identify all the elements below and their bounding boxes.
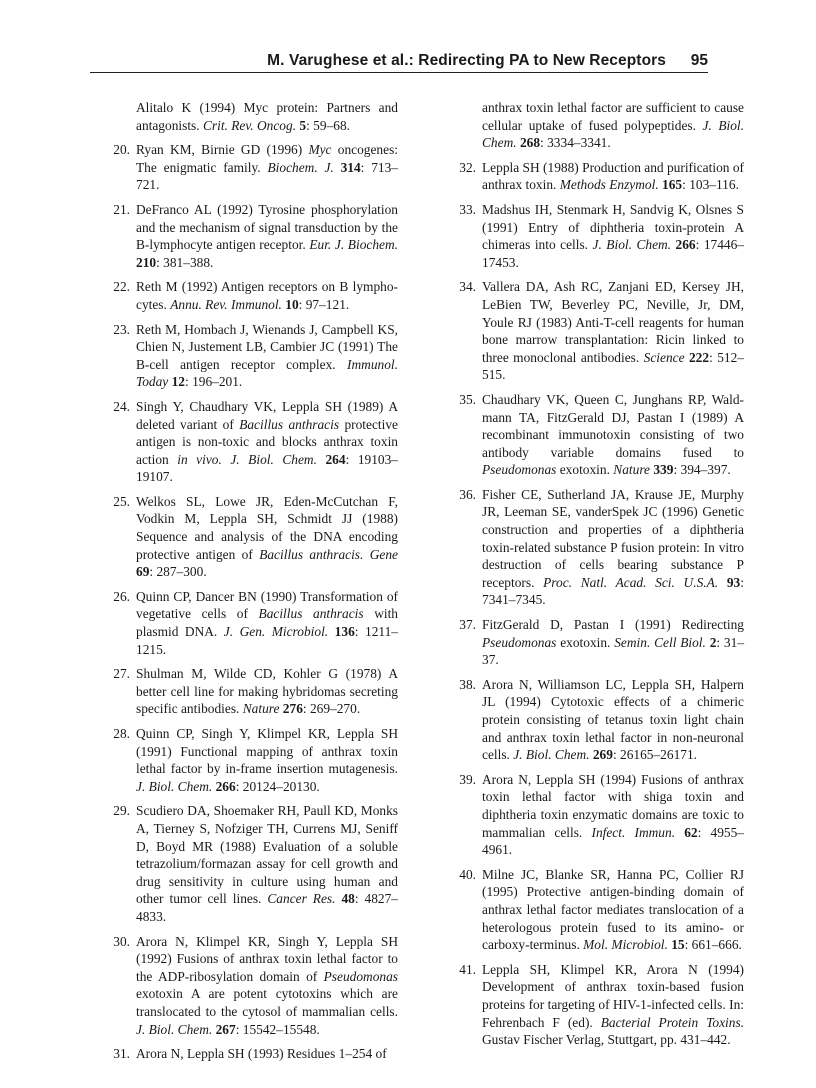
reference-text: exotoxin A are potent cytotoxins which are translocated to the cytosol of mammalian cells. [136,986,398,1019]
reference-pages: : 26165–26171. [612,747,698,763]
reference-pages: : 7341–7345. [482,574,744,608]
reference-pages: : 15542–15548. [235,1021,320,1037]
reference-number: 37. [459,617,476,633]
reference-number: 34. [459,279,476,295]
reference-text: Reth M, Hombach J, Wienands J, Campbell KS, Chien N, Justement LB, Cambier JC (1991) The B-cell antigen receptor complex. [136,321,398,372]
reference-entry [106,725,398,795]
reference-pages: : 4955–4961. [482,824,745,858]
reference-pages: Gustav Fischer Verlag, Stuttgart, pp. 431–442. [482,1032,731,1048]
reference-text: Vallera DA, Ash RC, Zanjani ED, Kersey JH, LeBien TW, Beverley PC, Neville, Jr, DM, Youle RJ (1983) Anti-T-cell reagents for human bone marrow transplantation: Ricin linked to three monoclonal antibodies. [482,279,744,365]
reference-journal: Nature [242,701,280,717]
reference-entry [106,398,398,486]
reference-journal: J. Biol. Chem. [482,117,744,151]
reference-entry [106,1045,398,1063]
reference-number: 22. [113,279,130,295]
reference-text: Quinn CP, Dancer BN (1990) Transformation of vegetative cells of [136,588,398,622]
reference-entry [452,961,744,1049]
reference-text: Shulman M, Wilde CD, Kohler G (1978) A better cell line for making hybridomas secreting specific antibodies. [136,666,398,717]
reference-volume: 314 [340,159,361,175]
reference-entry [452,486,744,609]
running-header [90,52,708,73]
reference-entry [106,493,398,581]
reference-pages: : 394–397. [673,462,731,478]
reference-journal: Biochem. J. [267,159,334,175]
reference-journal: Gene [369,546,398,562]
reference-volume: 69 [136,564,150,580]
reference-volume: 276 [282,701,303,717]
reference-entry [452,201,744,271]
reference-text: Singh Y, Chaudhary VK, Leppla SH (1989) A deleted variant of [136,398,398,432]
reference-pages: : 103–116. [682,177,739,193]
reference-volume: 15 [671,937,685,953]
page-number: 95 [690,52,708,69]
reference-pages: : 97–121. [298,296,350,312]
reference-entry [452,676,744,764]
reference-journal: Bacterial Protein Toxins. [600,1014,745,1030]
reference-number: 29. [113,803,130,819]
reference-pages: : 287–300. [149,564,207,580]
reference-text: Fisher CE, Sutherland JA, Krause JE, Murphy JR, Leeman SE, vanderSpek JC (1996) Genetic construction and properties of a diphtheria toxin-related substance P fusion protein: In vitro destruction of cells bearing substance P receptors. [482,486,744,590]
reference-italic-term: Pseudomonas [482,462,557,478]
reference-text: Arora N, Klimpel KR, Singh Y, Leppla SH (1992) Fusions of anthrax toxin lethal factor to the ADP-ribosylation domain of [136,933,398,984]
reference-entry [452,771,744,859]
reference-volume: 165 [662,177,683,193]
reference-volume: 136 [334,624,355,640]
reference-entry [452,616,744,669]
reference-volume: 268 [519,135,541,151]
reference-italic-term: Pseudomonas [323,968,398,984]
reference-journal: J. Biol. Chem. [592,237,672,253]
reference-pages: : 20124–20130. [235,778,320,794]
reference-pages: : 3334–3341. [540,135,611,151]
reference-text: FitzGerald D, Pastan I (1991) Redirecting [482,617,744,633]
reference-entry [452,159,744,194]
reference-journal: J. Biol. Chem. [513,747,590,763]
reference-number: 33. [459,201,476,217]
reference-journal: Proc. Natl. Acad. Sci. U.S.A. [543,574,719,590]
reference-text: Chaudhary VK, Queen C, Junghans RP, Waldmann TA, FitzGerald DJ, Pastan I (1989) A recombinant immunotoxin consisting of two antibody variable domains fused to [482,391,744,460]
reference-entry [452,866,744,954]
reference-italic-term: Pseudomonas [482,634,557,650]
reference-number: 26. [113,588,130,604]
reference-number: 25. [113,493,130,509]
reference-entry [106,321,398,391]
reference-number: 39. [459,771,476,787]
reference-number: 36. [459,486,476,502]
reference-text: Arora N, Leppla SH (1994) Fusions of anthrax toxin lethal factor with shiga toxin and diphtheria toxin enzymatic domains are toxic to mammalian cells. [482,771,744,840]
reference-number: 23. [113,321,130,337]
reference-journal: J. Biol. Chem. [221,451,317,467]
reference-text: Milne JC, Blanke SR, Hanna PC, Collier RJ (1995) Protective antigen-binding domain of anthrax lethal factor mediates translocation of a heterologous protein fused to its amino- or carboxy-terminus. [482,866,744,953]
reference-journal: Eur. J. Biochem. [309,237,398,253]
reference-column-left [106,99,398,1070]
reference-journal: J. Biol. Chem. [136,778,213,794]
reference-entry [106,99,398,134]
reference-entry [452,99,744,152]
reference-number: 30. [113,933,130,949]
reference-text: exotoxin. [556,634,615,650]
reference-volume: 210 [136,254,157,270]
reference-pages: : 381–388. [156,254,214,270]
reference-volume: 62 [684,824,698,840]
reference-volume: 269 [592,747,613,763]
reference-volume: 93 [726,574,741,590]
reference-volume: 48 [341,891,355,907]
reference-entry [452,278,744,384]
reference-number: 21. [113,201,130,217]
reference-pages: : 713–721. [136,159,398,193]
reference-italic-term: in vivo. [177,451,222,467]
reference-text: Leppla SH (1988) Production and purification of anthrax toxin. [482,159,744,193]
reference-number: 31. [113,1046,130,1062]
reference-text: oncogenes: The enigmatic family. [136,142,398,175]
reference-pages: : 31–37. [482,634,745,668]
reference-text: with plasmid DNA. [136,606,398,640]
reference-entry [106,933,398,1039]
reference-italic-term: Bacillus anthracis. [259,546,364,562]
reference-pages: : 19103–19107. [136,451,398,485]
reference-journal: Science [643,349,685,365]
reference-number: 20. [113,142,130,158]
reference-number: 40. [459,866,476,882]
reference-entry [106,802,398,925]
reference-italic-term: Myc [308,142,332,158]
reference-text: Scudiero DA, Shoemaker RH, Paull KD, Monks A, Tierney S, Nofziger TH, Currens MJ, Seniff D, Boyd MR (1988) Evaluation of a soluble tetrazolium/formazan assay for cell growth and drug sensitivity in culture using human and other tumor cell lines. [136,803,398,907]
reference-text: Quinn CP, Singh Y, Klimpel KR, Leppla SH (1991) Functional mapping of anthrax toxin lethal factor by in-frame insertion mutagenesis. [136,726,398,777]
reference-pages: : 269–270. [302,701,361,717]
reference-text: DeFranco AL (1992) Tyrosine phosphorylation and the mechanism of signal transduction by the B-lymphocyte antigen receptor. [136,201,398,253]
reference-number: 32. [459,159,476,175]
reference-journal: Infect. Immun. [591,824,676,840]
reference-journal: J. Gen. Microbiol. [223,624,329,640]
reference-text: Madshus IH, Stenmark H, Sandvig K, Olsnes S (1991) Entry of diphtheria toxin-protein A chimeras into cells. [482,201,744,253]
reference-journal: Semin. Cell Biol. [614,634,706,650]
running-title: M. Varughese et al.: Redirecting PA to New Receptors [267,52,666,69]
reference-entry [106,278,398,313]
reference-column-right [452,99,744,1056]
reference-pages: : 661–666. [684,937,742,953]
reference-italic-term: Bacillus anthracis [258,606,364,622]
reference-number: 24. [113,398,130,414]
reference-volume: 10 [285,296,299,312]
reference-pages: : 1211–1215. [136,624,398,657]
reference-volume: 5 [299,117,307,133]
reference-volume: 339 [653,462,674,478]
reference-entry [106,588,398,658]
reference-entry [452,391,744,479]
reference-volume: 266 [675,237,696,253]
reference-volume: 222 [688,349,710,365]
reference-entry [106,141,398,194]
reference-text: Ryan KM, Birnie GD (1996) [136,142,309,158]
reference-pages: : 17446–17453. [482,237,744,270]
reference-number: 35. [459,391,476,407]
reference-number: 27. [113,666,130,682]
reference-journal: J. Biol. Chem. [136,1021,213,1037]
reference-volume: 266 [215,778,236,794]
reference-journal: Methods Enzymol. [559,177,659,193]
reference-number: 41. [459,961,476,977]
reference-volume: 2 [709,634,717,650]
reference-number: 38. [459,676,476,692]
reference-journal: Crit. Rev. Oncog. [202,117,297,133]
reference-text: protective antigen is non-toxic and blocks anthrax toxin action [136,416,398,467]
reference-journal: Mol. Microbiol. [583,937,668,953]
reference-entry [106,665,398,718]
reference-journal: Cancer Res. [267,891,336,907]
reference-text: Welkos SL, Lowe JR, Eden-McCutchan F, Vodkin M, Leppla SH, Schmidt JJ (1988) Sequence and analysis of the DNA encoding protective antigen of [136,493,398,562]
reference-entry [106,201,398,271]
reference-text: Alitalo K (1994) Myc protein: Partners and antagonists. [136,100,398,133]
reference-journal: Annu. Rev. Immunol. [170,296,282,312]
reference-number: 28. [113,726,130,741]
reference-text: Arora N, Leppla SH (1993) Residues 1–254 of [136,1046,387,1062]
reference-pages: : 512–515. [482,349,744,383]
reference-journal: Immunol. Today [136,356,398,390]
reference-pages: : 4827–4833. [136,891,398,924]
reference-journal: Nature [613,462,650,478]
reference-italic-term: Bacillus anthracis [239,416,340,432]
reference-volume: 12 [171,374,185,390]
reference-text: Leppla SH, Klimpel KR, Arora N (1994) Development of anthrax toxin-based fusion proteins for targeting of HIV-1-infected cells. In: Fehrenbach F (ed). [482,961,744,1030]
reference-text: anthrax toxin lethal factor are sufficient to cause cellular uptake of fused polypeptides. [482,100,744,133]
reference-text: exotoxin. [556,462,614,478]
reference-volume: 267 [215,1021,236,1037]
reference-pages: : 59–68. [306,117,351,133]
reference-text: Reth M (1992) Antigen receptors on B lymphocytes. [136,279,398,312]
reference-text: Arora N, Williamson LC, Leppla SH, Halpern JL (1994) Cytotoxic effects of a chimeric protein consisting of tetanus toxin light chain and anthrax toxin lethal factor in non-neuronal cells. [482,676,744,763]
reference-pages: : 196–201. [185,374,243,390]
reference-volume: 264 [325,451,346,467]
